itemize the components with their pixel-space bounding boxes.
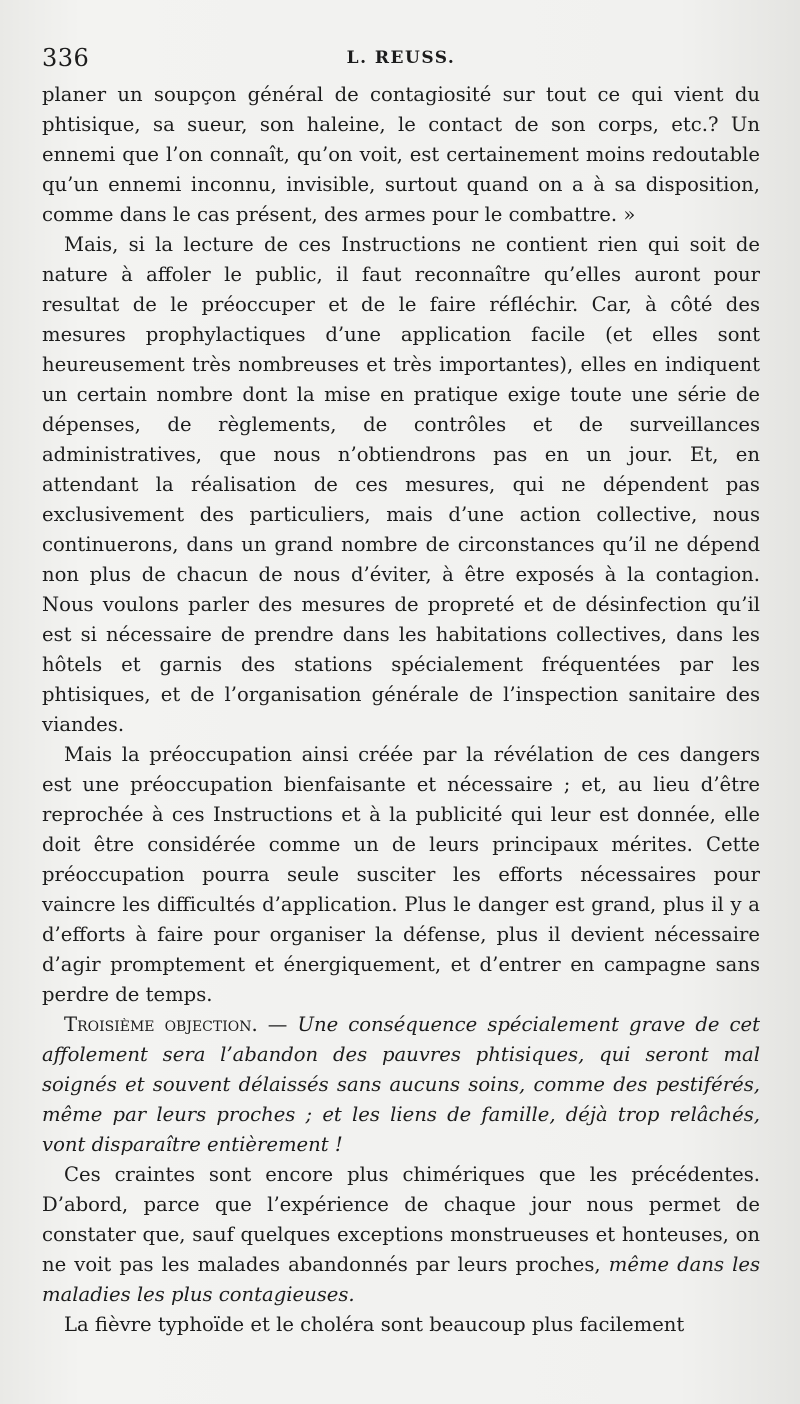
paragraph-5-italic: même dans les maladies les plus contagieuses. [42,1253,761,1306]
objection-heading: Troisième objection. — [64,1013,288,1036]
paragraph-4 [42,1010,760,1160]
paragraph-6: La fièvre typhoïde et le choléra sont beaucoup plus facilement [64,1313,685,1336]
paragraph-5 [42,1160,760,1310]
page-number: 336 [42,44,90,72]
objection-text: Une conséquence spécialement grave de cet affolement sera l’abandon des pauvres phtisiques, qui seront mal soignés et souvent délaissés sans aucuns soins, comme des pestiférés, même par leurs proches ; et les liens de famille, déjà trop relâchés, vont disparaître entièrement ! [42,1013,761,1156]
page-header [42,36,760,80]
paragraph-5-text: Ces craintes sont encore plus chimériques que les précédentes. D’abord, parce que l’expérience de chaque jour nous permet de constater que, sauf quelques exceptions monstrueuses et honteuses, on ne voit pas les malades abandonnés par leurs proches, [42,1163,760,1276]
paragraph-1: planer un soupçon général de contagiosité sur tout ce qui vient du phtisique, sa sueur, son haleine, le contact de son corps, etc.? Un ennemi que l’on connaît, qu’on voit, est certainement moins redoutable qu’un ennemi inconnu, invisible, surtout quand on a à sa disposition, comme dans le cas présent, des armes pour le combattre. » [42,83,760,226]
body-text [42,80,760,1340]
paragraph-3: Mais la préoccupation ainsi créée par la révélation de ces dangers est une préoccupation bienfaisante et nécessaire ; et, au lieu d’être reprochée à ces Instructions et à la publicité qui leur est donnée, elle doit être considérée comme un de leurs principaux mérites. Cette préoccupation pourra seule susciter les efforts nécessaires pour vaincre les difficultés d’application. Plus le danger est grand, plus il y a d’efforts à faire pour organiser la défense, plus il devient nécessaire d’agir promptement et énergiquement, et d’entrer en campagne sans perdre de temps. [42,743,760,1006]
paragraph-2: Mais, si la lecture de ces Instructions ne contient rien qui soit de nature à affoler le public, il faut reconnaître qu’elles auront pour resultat de le préoccuper et de le faire réfléchir. Car, à côté des mesures prophylactiques d’une application facile (et elles sont heureusement très nombreuses et très importantes), elles en indiquent un certain nombre dont la mise en pratique exige toute une série de dépenses, de règlements, de contrôles et de surveillances administratives, que nous n’obtiendrons pas en un jour. Et, en attendant la réalisation de ces mesures, qui ne dépendent pas exclusivement des particuliers, mais d’une action collective, nous continuerons, dans un grand nombre de circonstances qu’il ne dépend non plus de chacun de nous d’éviter, à être exposés à la contagion. Nous voulons parler des mesures de propreté et de désinfection qu’il est si nécessaire de prendre dans les habitations collectives, dans les hôtels et garnis des stations spécialement fréquentées par les phtisiques, et de l’organisation générale de l’inspection sanitaire des viandes. [42,233,760,736]
running-head: L. REUSS. [346,48,456,68]
